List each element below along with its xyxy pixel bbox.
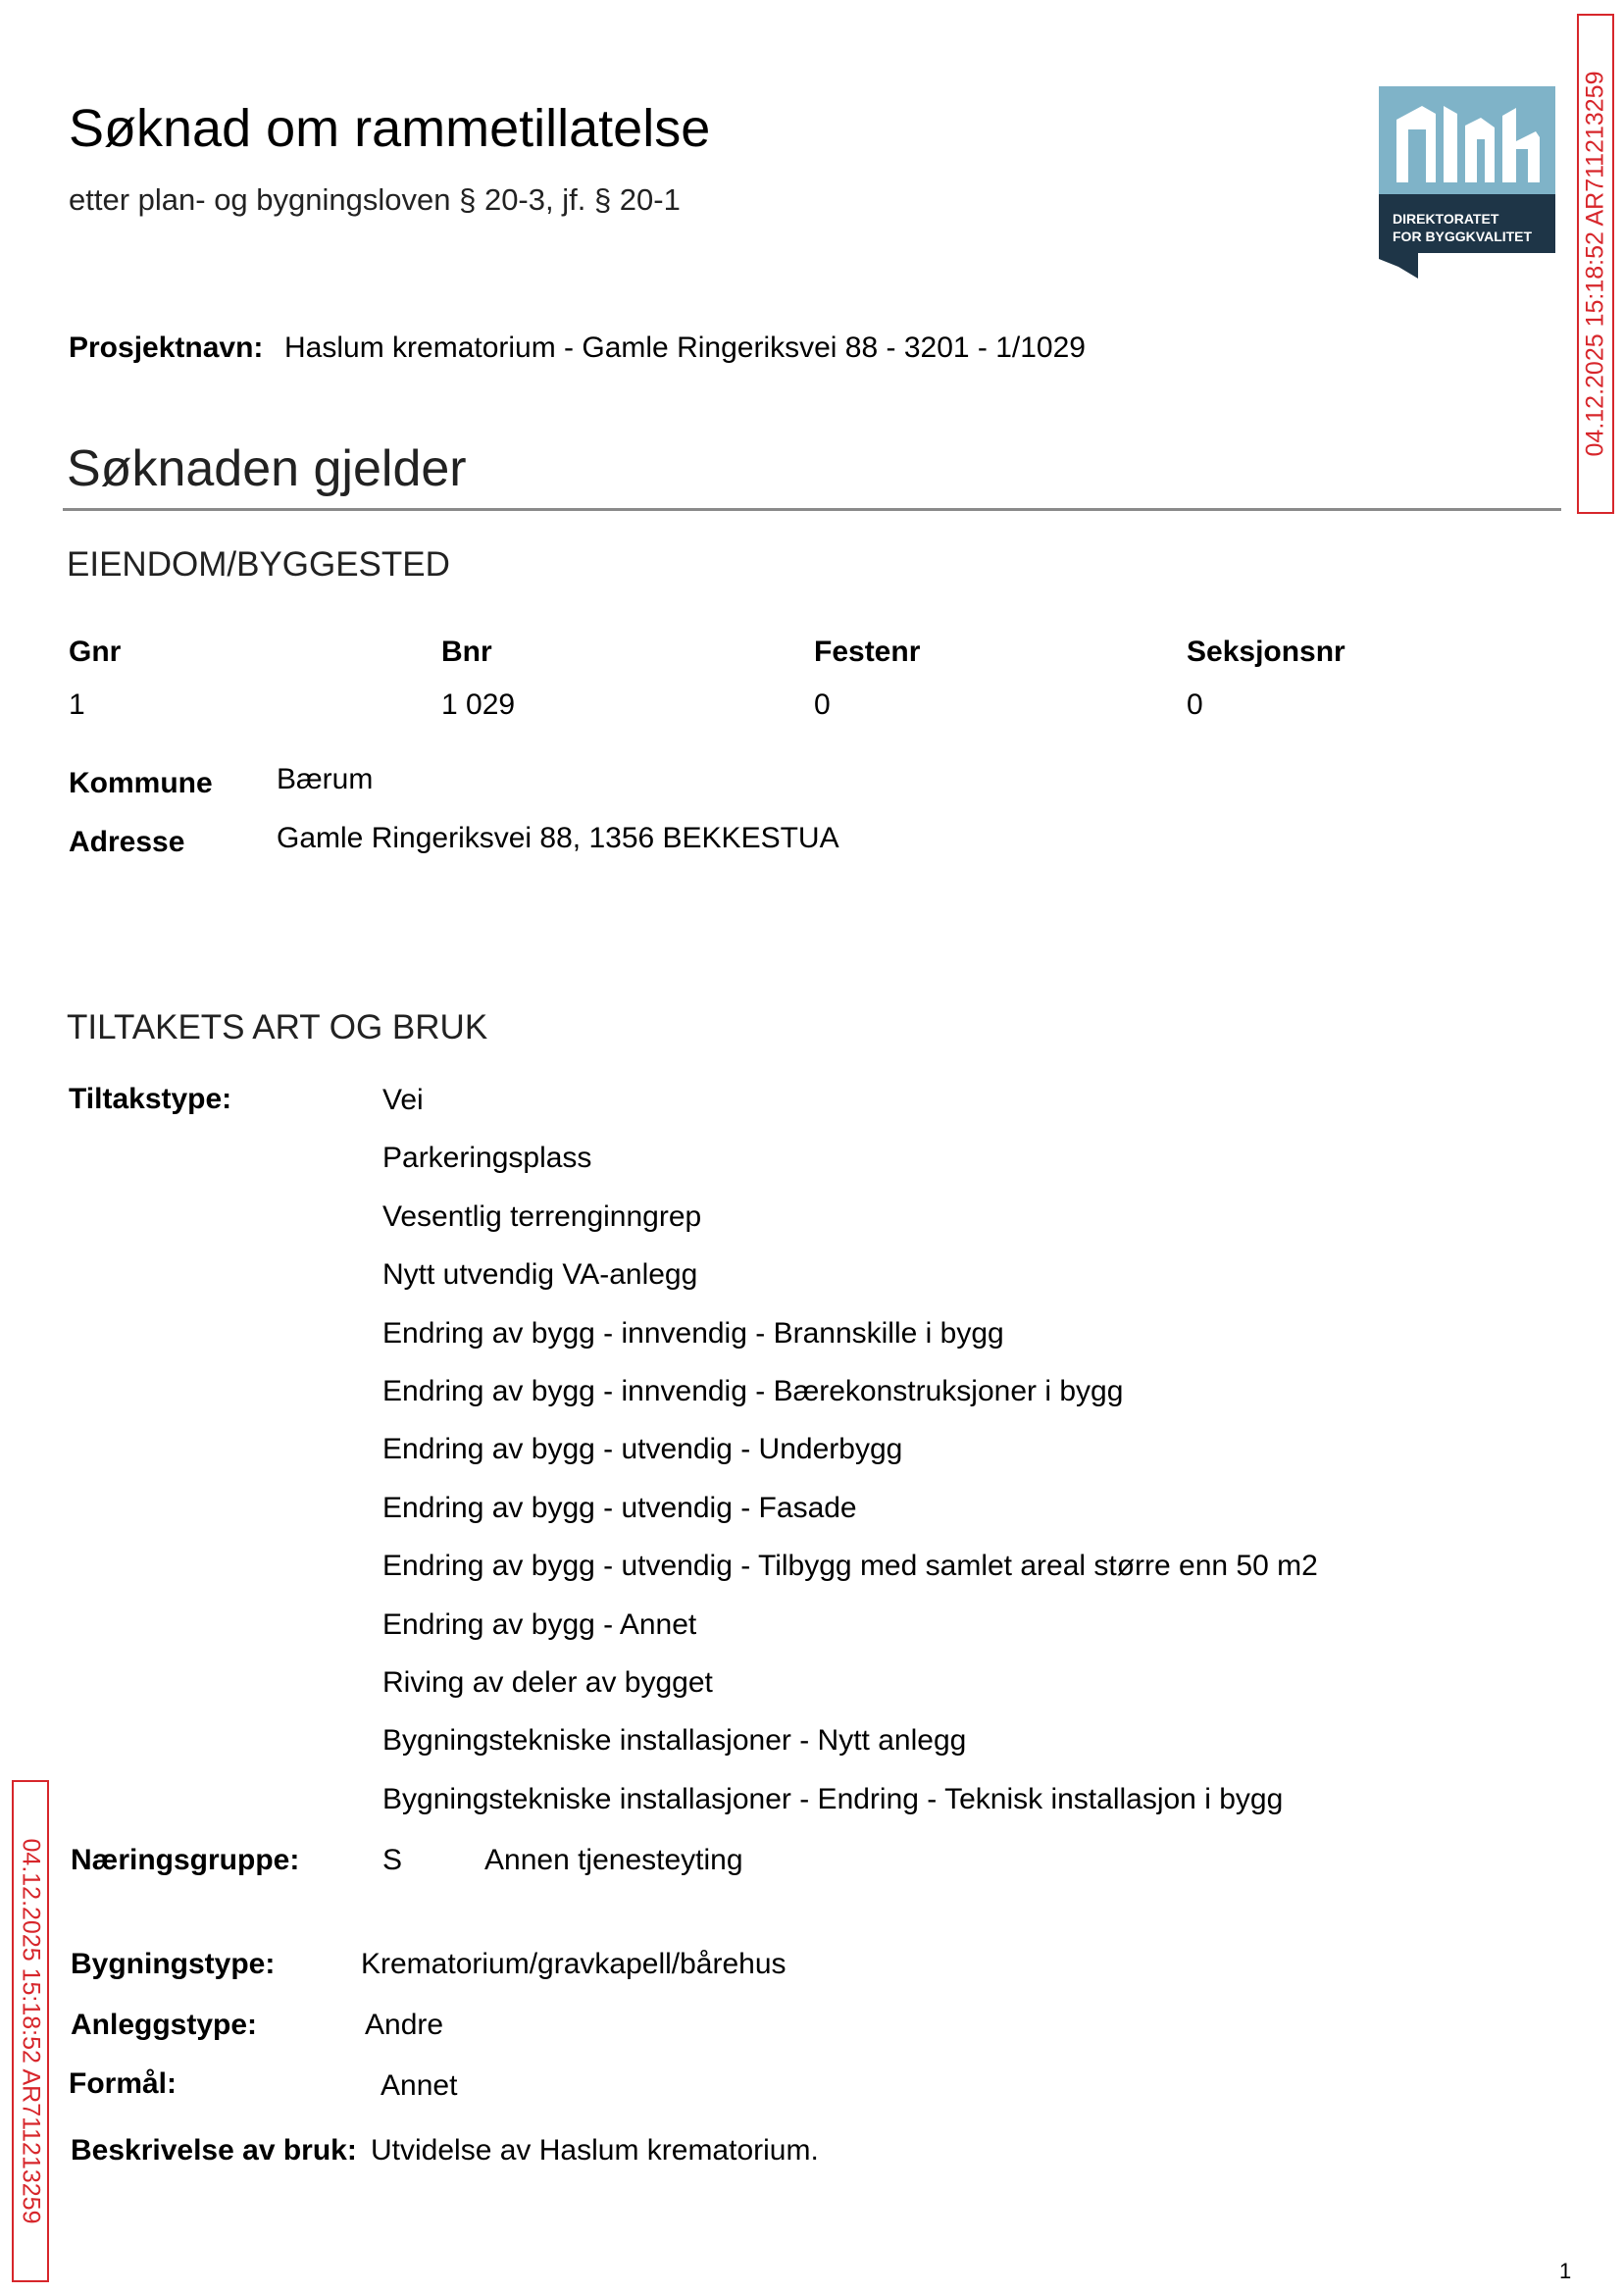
festenr-label: Festenr bbox=[814, 636, 921, 668]
section-title: Søknaden gjelder bbox=[67, 440, 467, 497]
project-name-value: Haslum krematorium - Gamle Ringeriksvei 88 - 3201 - 1/1029 bbox=[284, 331, 1086, 364]
date-stamp-top bbox=[1577, 14, 1614, 514]
naeringsgruppe-label: Næringsgruppe: bbox=[71, 1844, 300, 1876]
section-divider bbox=[63, 508, 1561, 511]
tiltakstype-item: Vei bbox=[382, 1084, 424, 1116]
date-stamp-bottom-text: 04.12.2025 15:18:52 AR711213259 bbox=[17, 1838, 45, 2224]
formaal-label: Formål: bbox=[69, 2067, 178, 2100]
logo-text-line2: FOR BYGGKVALITET bbox=[1393, 229, 1533, 244]
formaal-value: Annet bbox=[381, 2069, 458, 2102]
page-title: Søknad om rammetillatelse bbox=[69, 99, 711, 158]
tiltakstype-item: Parkeringsplass bbox=[382, 1142, 592, 1175]
tiltakstype-item: Endring av bygg - utvendig - Underbygg bbox=[382, 1433, 903, 1466]
bygningstype-value: Krematorium/gravkapell/bårehus bbox=[361, 1948, 787, 1980]
date-stamp-bottom bbox=[12, 1780, 49, 2282]
tiltakstype-item: Endring av bygg - Annet bbox=[382, 1607, 697, 1641]
tiltakstype-item: Riving av deler av bygget bbox=[382, 1665, 713, 1699]
tiltakstype-item: Bygningstekniske installasjoner - Nytt anlegg bbox=[382, 1724, 967, 1758]
anleggstype-label: Anleggstype: bbox=[71, 2009, 258, 2041]
tiltakstype-item: Bygningstekniske installasjoner - Endring - Teknisk installasjon i bygg bbox=[382, 1782, 1284, 1815]
project-name-label: Prosjektnavn: bbox=[69, 331, 264, 364]
kommune-label: Kommune bbox=[69, 767, 213, 799]
tiltak-heading: TILTAKETS ART OG BRUK bbox=[67, 1008, 488, 1046]
bnr-value: 1 029 bbox=[441, 688, 516, 721]
tiltakstype-item: Endring av bygg - utvendig - Tilbygg med samlet areal større enn 50 m2 bbox=[382, 1550, 1318, 1583]
seksjonsnr-label: Seksjonsnr bbox=[1187, 636, 1345, 668]
tiltakstype-list bbox=[382, 1083, 1318, 1840]
seksjonsnr-value: 0 bbox=[1187, 688, 1203, 721]
beskrivelse-value: Utvidelse av Haslum krematorium. bbox=[371, 2134, 819, 2167]
bnr-label: Bnr bbox=[441, 636, 492, 668]
naeringsgruppe-code: S bbox=[382, 1844, 403, 1876]
logo-text-line1: DIREKTORATET bbox=[1393, 211, 1499, 227]
page-subtitle: etter plan- og bygningsloven § 20-3, jf. § 20-1 bbox=[69, 182, 681, 217]
date-stamp-top-text: 04.12.2025 15:18:52 AR711213259 bbox=[1581, 71, 1609, 457]
dibk-logo bbox=[1379, 86, 1555, 279]
tiltakstype-label: Tiltakstype: bbox=[69, 1083, 232, 1115]
gnr-label: Gnr bbox=[69, 636, 122, 668]
page-number: 1 bbox=[1559, 2259, 1572, 2283]
property-heading: EIENDOM/BYGGESTED bbox=[67, 545, 450, 584]
naeringsgruppe-value: Annen tjenesteyting bbox=[484, 1844, 743, 1876]
festenr-value: 0 bbox=[814, 688, 831, 721]
gnr-value: 1 bbox=[69, 688, 85, 721]
anleggstype-value: Andre bbox=[365, 2009, 444, 2041]
tiltakstype-item: Endring av bygg - innvendig - Brannskille i bygg bbox=[382, 1316, 1004, 1350]
tiltakstype-item: Endring av bygg - utvendig - Fasade bbox=[382, 1491, 857, 1524]
kommune-value: Bærum bbox=[277, 763, 374, 795]
adresse-value: Gamle Ringeriksvei 88, 1356 BEKKESTUA bbox=[277, 822, 839, 854]
tiltakstype-item: Endring av bygg - innvendig - Bærekonstruksjoner i bygg bbox=[382, 1374, 1124, 1407]
tiltakstype-item: Nytt utvendig VA-anlegg bbox=[382, 1258, 698, 1292]
bygningstype-label: Bygningstype: bbox=[71, 1948, 276, 1980]
adresse-label: Adresse bbox=[69, 826, 185, 858]
tiltakstype-item: Vesentlig terrenginngrep bbox=[382, 1199, 702, 1233]
beskrivelse-label: Beskrivelse av bruk: bbox=[71, 2134, 357, 2167]
